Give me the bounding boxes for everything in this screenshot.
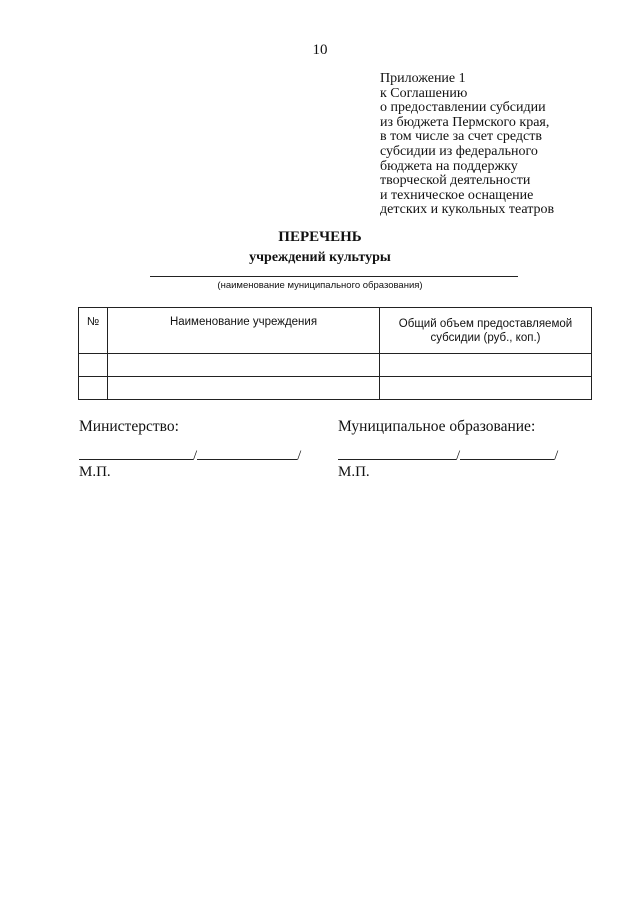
header-institution-name: Наименование учреждения xyxy=(108,308,380,354)
municipality-stamp-place: М.П. xyxy=(338,464,370,480)
row-name-cell xyxy=(108,354,380,377)
row-amount-cell xyxy=(380,354,592,377)
appendix-line: о предоставлении субсидии xyxy=(380,100,546,116)
municipality-name-line xyxy=(150,276,518,277)
signature-separator: / xyxy=(193,448,198,464)
signature-separator: / xyxy=(297,448,302,464)
ministry-stamp-place: М.П. xyxy=(79,464,111,480)
appendix-header xyxy=(380,72,620,218)
table-row xyxy=(79,354,592,377)
appendix-line: Приложение 1 xyxy=(380,71,466,86)
municipality-caption: (наименование муниципального образования) xyxy=(217,280,423,291)
municipality-name-blank xyxy=(460,446,554,460)
appendix-line: детских и кукольных театров xyxy=(380,202,555,218)
row-number-cell xyxy=(79,354,108,377)
appendix-line: творческой деятельности xyxy=(380,173,531,189)
row-name-cell xyxy=(108,377,380,400)
row-amount-cell xyxy=(380,377,592,400)
appendix-line: субсидии из федерального xyxy=(380,143,538,159)
appendix-line: к Соглашению xyxy=(380,85,468,101)
signature-separator: / xyxy=(456,448,461,464)
document-title: ПЕРЕЧЕНЬ xyxy=(278,229,362,245)
page-number: 10 xyxy=(312,42,328,58)
municipality-signature-line xyxy=(338,446,558,465)
header-subsidy-amount xyxy=(380,308,592,354)
ministry-signature-blank xyxy=(79,446,193,460)
header-subsidy-amount-line2: субсидии (руб., коп.) xyxy=(430,331,541,344)
signature-separator: / xyxy=(554,448,559,464)
appendix-line: из бюджета Пермского края, xyxy=(380,114,550,130)
header-number: № xyxy=(79,308,108,354)
ministry-signature-line xyxy=(79,446,301,465)
municipality-signature-blank xyxy=(338,446,456,460)
institutions-table xyxy=(78,307,592,400)
header-subsidy-amount-line1: Общий объем предоставляемой xyxy=(398,317,573,330)
ministry-name-blank xyxy=(197,446,297,460)
table-header-row xyxy=(79,308,592,354)
table-row xyxy=(79,377,592,400)
document-subtitle: учреждений культуры xyxy=(249,250,391,265)
appendix-line: и техническое оснащение xyxy=(380,187,534,203)
appendix-line: в том числе за счет средств xyxy=(380,129,542,145)
municipality-signature-label: Муниципальное образование: xyxy=(338,418,536,435)
appendix-line: бюджета на поддержку xyxy=(380,158,518,174)
ministry-signature-label: Министерство: xyxy=(79,418,179,435)
row-number-cell xyxy=(79,377,108,400)
